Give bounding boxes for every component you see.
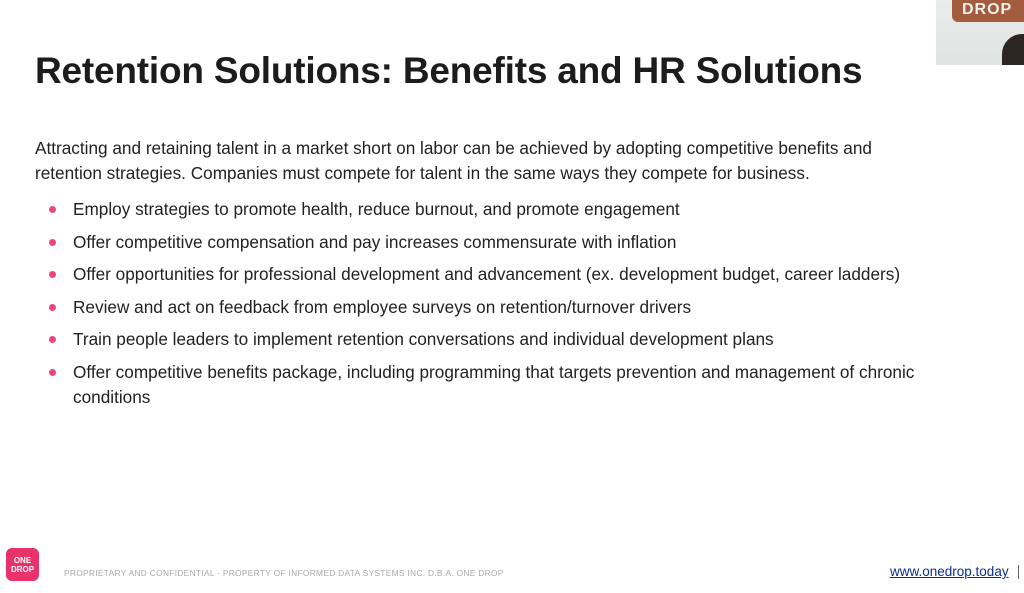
confidential-notice: PROPRIETARY AND CONFIDENTIAL - PROPERTY OF INFORMED DATA SYSTEMS INC. D.B.A. ONE DROP — [64, 568, 504, 578]
list-item — [35, 327, 915, 352]
webcam-sign-text: DROP — [962, 1, 1013, 18]
bullet-dot-icon — [49, 271, 56, 278]
bullet-dot-icon — [49, 304, 56, 311]
bullet-text: Offer competitive benefits package, including programming that targets prevention and management of chronic conditions — [73, 361, 915, 407]
list-item — [35, 295, 915, 320]
footer-divider — [1018, 565, 1019, 579]
webcam-thumbnail[interactable] — [936, 0, 1024, 65]
slide-intro: Attracting and retaining talent in a market short on labor can be achieved by adopting competitive benefits and retention strategies. Companies must compete for talent in the same ways they compete for business. — [35, 138, 872, 183]
bullet-list — [35, 197, 915, 417]
list-item — [35, 230, 915, 255]
onedrop-logo — [6, 548, 39, 581]
bullet-text: Offer opportunities for professional development and advancement (ex. development budget, career ladders) — [73, 264, 901, 284]
list-item — [35, 360, 915, 410]
website-link[interactable]: www.onedrop.today — [890, 564, 1009, 579]
slide-title: Retention Solutions: Benefits and HR Solutions — [35, 50, 863, 91]
logo-text-line2: DROP — [10, 564, 35, 574]
bullet-dot-icon — [49, 336, 56, 343]
bullet-text: Employ strategies to promote health, reduce burnout, and promote engagement — [73, 199, 680, 219]
webcam-person — [1002, 34, 1024, 65]
list-item — [35, 262, 915, 287]
bullet-text: Offer competitive compensation and pay increases commensurate with inflation — [73, 231, 677, 252]
bullet-dot-icon — [49, 206, 56, 213]
list-item — [35, 197, 915, 222]
bullet-dot-icon — [49, 369, 56, 376]
logo-text-line1: ONE — [13, 555, 32, 565]
bullet-dot-icon — [49, 239, 56, 246]
bullet-text: Review and act on feedback from employee surveys on retention/turnover drivers — [73, 296, 692, 317]
webcam-sign — [952, 0, 1024, 22]
bullet-text: Train people leaders to implement retention conversations and individual development plans — [73, 329, 774, 349]
